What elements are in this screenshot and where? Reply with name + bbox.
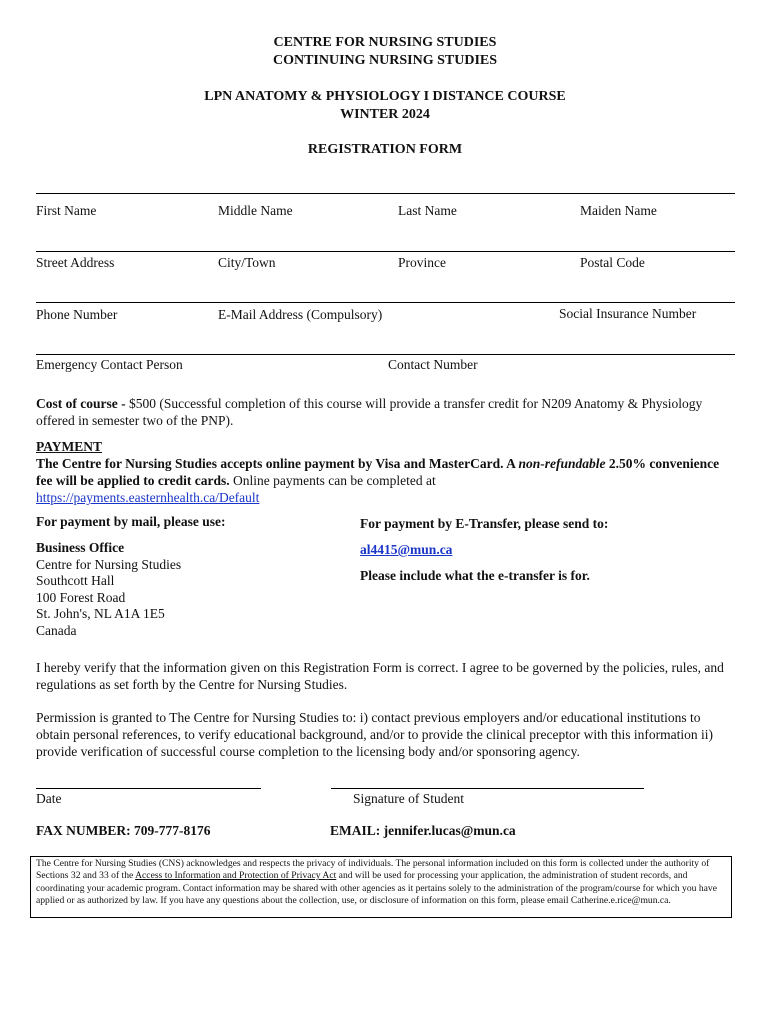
privacy-act-name: Access to Information and Protection of Privacy Act xyxy=(135,870,337,882)
etransfer-note: Please include what the e-transfer is for. xyxy=(360,568,590,583)
address-line: St. John's, NL A1A 1E5 xyxy=(36,606,165,621)
last-name-label: Last Name xyxy=(398,203,457,218)
contact-number-label: Contact Number xyxy=(388,357,478,372)
address-line: Southcott Hall xyxy=(36,573,115,588)
first-name-label: First Name xyxy=(36,203,97,218)
city-town-label: City/Town xyxy=(218,255,276,270)
sin-label: Social Insurance Number xyxy=(559,306,697,321)
address-line: Canada xyxy=(36,622,77,638)
province-label: Province xyxy=(398,255,446,270)
maiden-name-label: Maiden Name xyxy=(580,203,657,218)
cost-paragraph xyxy=(36,395,736,429)
privacy-notice xyxy=(30,856,732,918)
etransfer-email xyxy=(360,542,452,558)
privacy-text-1: The Centre for Nursing Studies (CNS) acknowledges and respects the privacy of individuals. The personal information included on this form is collected under the authority of Sections 32 and 33 of the xyxy=(36,858,710,882)
verification-paragraph: I hereby verify that the information given on this Registration Form is correct. I agree to be governed by the policies, rules, and regulations as set forth by the Centre for Nursing Studies. xyxy=(36,660,724,692)
continuing-title: CONTINUING NURSING STUDIES xyxy=(272,53,498,68)
street-address-label: Street Address xyxy=(36,255,115,270)
field-line[interactable] xyxy=(36,302,735,303)
payment-bold-1: The Centre for Nursing Studies accepts online payment by Visa and MasterCard. A xyxy=(36,456,519,471)
mail-address xyxy=(36,540,181,639)
date-label: Date xyxy=(36,791,62,806)
payment-bold-2: 2.50% convenience fee will be applied to credit cards. xyxy=(36,456,720,488)
contact-email: EMAIL: jennifer.lucas@mun.ca xyxy=(330,823,516,838)
middle-name-label: Middle Name xyxy=(218,203,293,218)
course-title: LPN ANATOMY & PHYSIOLOGY I DISTANCE COURSE xyxy=(204,89,566,104)
permission-paragraph: Permission is granted to The Centre for Nursing Studies to: i) contact previous employers and/or educational institutions to obtain personal references, to verify educational background, and/or to provide the clinical preceptor with this information ii) provide verification of successful course completion to the licensing body and/or sponsoring agency. xyxy=(36,710,714,759)
payment-link[interactable]: https://payments.easternhealth.ca/Default xyxy=(36,490,260,505)
postal-code-label: Postal Code xyxy=(580,255,645,270)
non-refundable-text: non-refundable xyxy=(518,456,606,471)
payment-section xyxy=(36,438,736,506)
address-line: Centre for Nursing Studies xyxy=(36,556,182,572)
term-title: WINTER 2024 xyxy=(340,107,430,122)
payment-normal: Online payments can be completed at xyxy=(229,473,436,488)
email-address-label: E-Mail Address (Compulsory) xyxy=(218,307,383,322)
signature-line[interactable] xyxy=(331,788,644,789)
address-line: 100 Forest Road xyxy=(36,589,126,605)
field-line[interactable] xyxy=(36,193,735,194)
etransfer-heading: For payment by E-Transfer, please send to: xyxy=(360,516,609,531)
cost-text: $500 (Successful completion of this course will provide a transfer credit for N209 Anatomy & Physiology offered in semester two of the PNP). xyxy=(36,396,703,428)
date-line[interactable] xyxy=(36,788,261,789)
centre-title: CENTRE FOR NURSING STUDIES xyxy=(273,35,497,50)
fax-number: FAX NUMBER: 709-777-8176 xyxy=(36,823,211,838)
mail-heading: For payment by mail, please use: xyxy=(36,514,226,529)
form-title: REGISTRATION FORM xyxy=(307,142,463,157)
business-office: Business Office xyxy=(36,540,125,555)
field-line[interactable] xyxy=(36,251,735,252)
emergency-contact-label: Emergency Contact Person xyxy=(36,357,183,372)
phone-number-label: Phone Number xyxy=(36,307,118,322)
etransfer-email-link[interactable]: al4415@mun.ca xyxy=(360,542,453,557)
signature-label: Signature of Student xyxy=(353,791,464,806)
privacy-text-2: and will be used for processing your application, the administration of student records, and coordinating your academic program. Contact information may be shared with other agencies as it pertains solely to the administration of the program/course for which you have applied or as authorized by law. If you have any questions about the collection, use, or disclosure of information on this form, please email Catherine.e.rice@mun.ca. xyxy=(36,870,717,906)
cost-label: Cost of course - xyxy=(36,396,126,411)
field-line[interactable] xyxy=(36,354,735,355)
payment-heading: PAYMENT xyxy=(36,439,103,454)
